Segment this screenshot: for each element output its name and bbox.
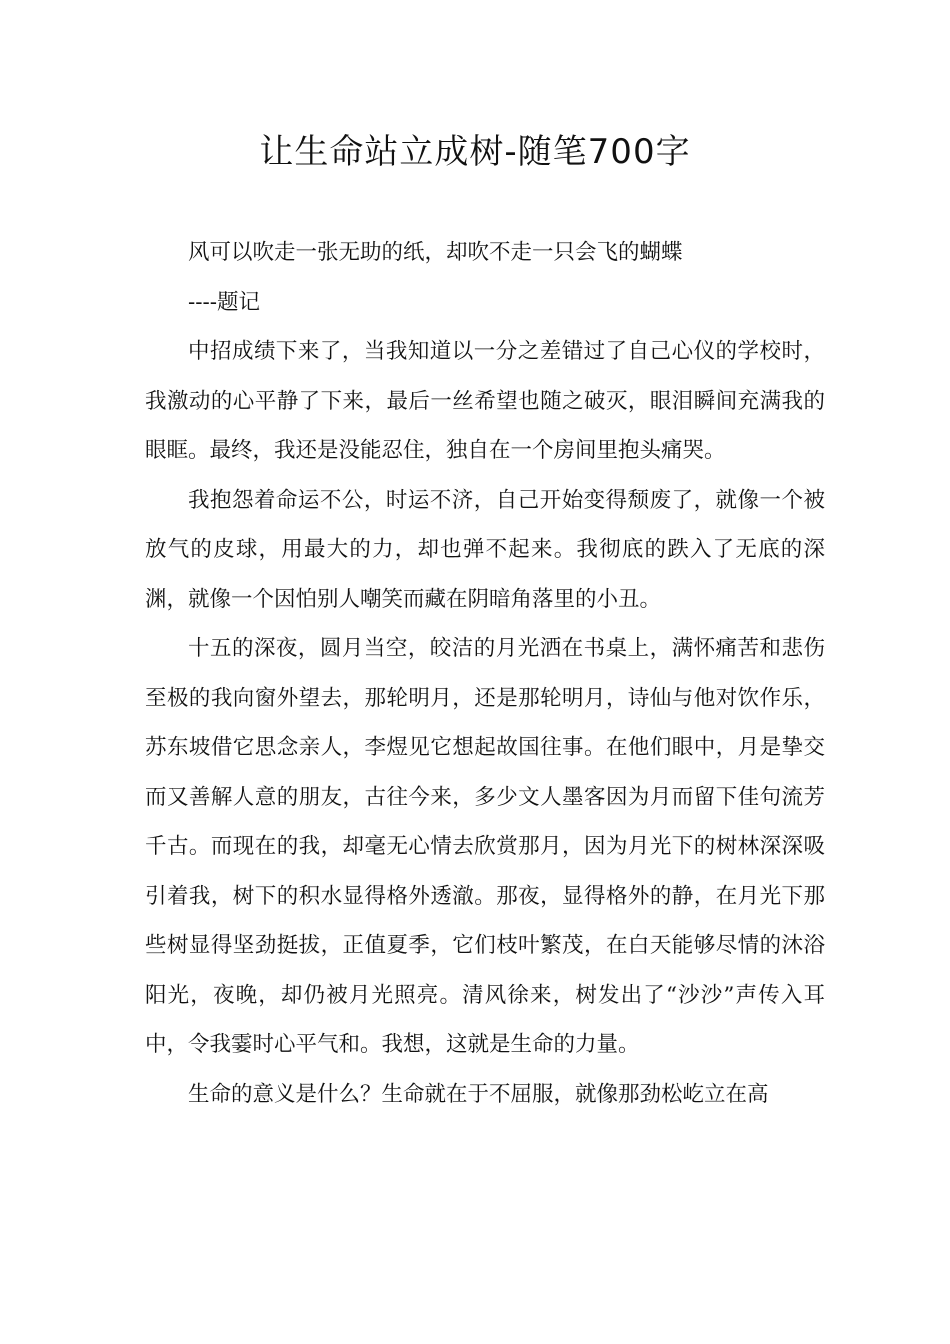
epigraph: 风可以吹走一张无助的纸，却吹不走一只会飞的蝴蝶: [188, 240, 683, 265]
paragraph-2: 我抱怨着命运不公，时运不济，自己开始变得颓废了，就像一个被放气的皮球，用最大的力，却也弹不起来。我彻底的跌入了无底的深渊，就像一个因怕别人嘲笑而藏在阴暗角落里的小丑。: [145, 487, 825, 612]
document-title: 让生命站立成树-随笔700字: [259, 132, 691, 172]
paragraph-3: 十五的深夜，圆月当空，皎洁的月光洒在书桌上，满怀痛苦和悲伤至极的我向窗外望去，那轮明月，还是那轮明月，诗仙与他对饮作乐，苏东坡借它思念亲人，李煜见它想起故国往事。在他们眼中，月是挚交而又善解人意的朋友，古往今来，多少文人墨客因为月而留下佳句流芳千古。而现在的我，却毫无心情去欣赏那月，因为月光下的树林深深吸引着我，树下的积水显得格外透澈。那夜，显得格外的静，在月光下那些树显得坚劲挺拔，正值夏季，它们枝叶繁茂，在白天能够尽情的沐浴阳光，夜晚，却仍被月光照亮。清风徐来，树发出了“沙沙”声传入耳中，令我霎时心平气和。我想，这就是生命的力量。: [145, 636, 825, 1057]
epigraph-attribution: ----题记: [188, 289, 261, 315]
paragraph-1: 中招成绩下来了，当我知道以一分之差错过了自己心仪的学校时，我激动的心平静了下来，最后一丝希望也随之破灭，眼泪瞬间充满我的眼眶。最终，我还是没能忍住，独自在一个房间里抱头痛哭。: [145, 339, 825, 463]
paragraph-4: 生命的意义是什么？生命就在于不屈服，就像那劲松屹立在高: [188, 1081, 769, 1107]
document-body: [145, 228, 825, 1119]
